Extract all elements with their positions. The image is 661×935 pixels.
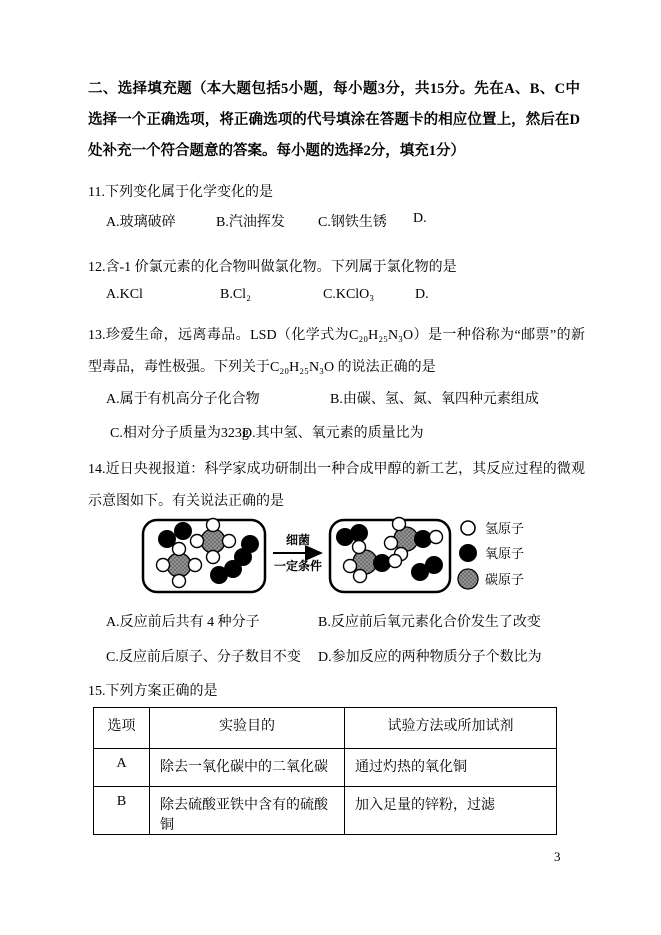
cell-option: A [94, 749, 150, 787]
question-12-options [0, 287, 661, 307]
option-d: D. [413, 211, 427, 226]
option-a: A.玻璃破碎 [106, 215, 176, 230]
oxygen-molecule [411, 556, 443, 581]
reaction-diagram-svg [93, 512, 575, 614]
oxygen-molecule [234, 535, 259, 566]
legend-label: 碳原子 [485, 572, 525, 587]
header-option: 选项 [94, 708, 150, 749]
legend-oxygen [459, 544, 524, 562]
question-14-stem: 14.近日央视报道：科学家成功研制出一种合成甲醇的新工艺，其反应过程的微观示意图如下。有关说法正确的是 [88, 462, 585, 509]
question-13-stem: 13.珍爱生命，远离毒品。LSD（化学式为C₂₀H₂₅N₃O）是一种俗称为“邮票”的新型毒品，毒性极强。下列关于C₂₀H₂₅N₃O 的说法正确的是 [88, 328, 585, 375]
legend-hydrogen [461, 521, 524, 536]
cell-option: B [94, 787, 150, 835]
cell-purpose: 除去一氧化碳中的二氧化碳 [150, 749, 345, 787]
option-b: B.反应前后氧元素化合价发生了改变 [318, 615, 541, 630]
option-c: C.KClO₃ [323, 287, 375, 302]
oxygen-atom-icon [459, 544, 477, 562]
option-d: D.参加反应的两种物质分子个数比为 [318, 650, 542, 665]
products-box [330, 518, 450, 593]
legend-label: 氢原子 [485, 521, 525, 536]
reactants-box [143, 519, 265, 593]
option-c: C.反应前后原子、分子数目不变 [106, 650, 301, 665]
table-row [94, 787, 557, 835]
question-15-stem: 15.下列方案正确的是 [88, 684, 218, 699]
arrow-label-top: 细菌 [285, 533, 311, 547]
option-c: C.相对分子质量为323g [110, 426, 249, 441]
legend-carbon [458, 569, 524, 589]
methane-molecule [191, 519, 236, 564]
question-13-options-row1 [0, 388, 661, 408]
question-11-stem: 11.下列变化属于化学变化的是 [88, 185, 273, 200]
option-b: B.汽油挥发 [216, 215, 285, 230]
question-11-options [0, 211, 661, 231]
section-header: 二、选择填充题（本大题包括5小题，每小题3分，共15分。先在A、B、C中选择一个正确选项，将正确选项的代号填涂在答题卡的相应位置上，然后在D处补充一个符合题意的答案。每小题的选择2分，填充1分） [88, 81, 580, 159]
option-a: A.反应前后共有 4 种分子 [106, 615, 260, 630]
option-c: C.钢铁生锈 [318, 215, 387, 230]
option-b: B.由碳、氢、氮、氧四种元素组成 [330, 392, 539, 407]
arrow-label-bottom: 一定条件 [273, 559, 323, 573]
page-number: 3 [554, 849, 561, 864]
carbon-atom-icon [458, 569, 478, 589]
atom-legend [458, 521, 524, 589]
cell-purpose: 除去硫酸亚铁中含有的硫酸铜 [150, 787, 345, 835]
cell-method: 通过灼热的氧化铜 [345, 749, 557, 787]
table-row [94, 749, 557, 787]
question-14-options-row2 [0, 646, 661, 666]
option-b: B.Cl₂ [220, 287, 251, 302]
legend-label: 氧原子 [485, 546, 525, 561]
table-header-row [94, 708, 557, 749]
reaction-diagram [93, 512, 575, 614]
question-14-options-row1 [0, 611, 661, 631]
question-12-stem: 12.含-1 价氯元素的化合物叫做氯化物。下列属于氯化物的是 [88, 260, 457, 275]
question-13-options-row2 [0, 422, 661, 442]
experiment-scheme-table [93, 707, 557, 835]
option-a: A.KCl [106, 287, 143, 302]
option-d: D.其中氢、氧元素的质量比为 [242, 426, 424, 441]
methane-molecule [157, 543, 202, 588]
reaction-arrow [273, 532, 322, 573]
cell-method: 加入足量的锌粉，过滤 [345, 787, 557, 835]
option-a: A.属于有机高分子化合物 [106, 392, 260, 407]
option-d: D. [415, 287, 429, 302]
header-purpose: 实验目的 [150, 708, 345, 749]
header-method: 试验方法或所加试剂 [345, 708, 557, 749]
hydrogen-atom-icon [461, 521, 475, 535]
